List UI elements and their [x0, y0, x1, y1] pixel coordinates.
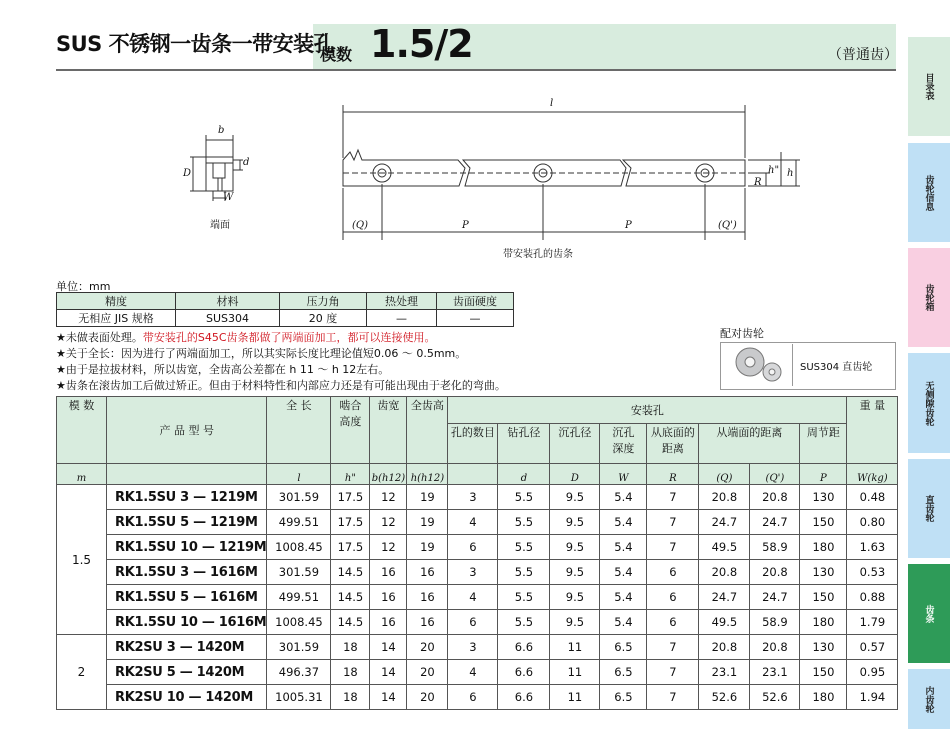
page-title: SUS 不锈钢一齿条一带安装孔 — [56, 32, 335, 56]
value-cell-d: 11 — [550, 660, 600, 685]
spec-header: 齿面硬度 — [437, 293, 514, 310]
value-cell-b: 16 — [370, 610, 407, 635]
value-cell-l: 1005.31 — [267, 685, 331, 710]
value-cell-d: 9.5 — [550, 610, 600, 635]
col-length: 全 长 — [267, 397, 331, 464]
spec-value: — — [437, 310, 514, 327]
value-cell-r: 7 — [647, 485, 699, 510]
dim-d-label: d — [243, 157, 250, 168]
value-cell-kg: 0.57 — [847, 635, 898, 660]
side-tab-spur-gear[interactable] — [908, 459, 950, 558]
note-highlight: 带安装孔的S45C齿条都做了两端面加工，都可以连接使用。 — [142, 331, 436, 344]
spec-header: 精度 — [57, 293, 176, 310]
end-view-caption: 端面 — [210, 220, 230, 231]
sym-cbdepth: W — [600, 464, 647, 485]
value-cell-h: 16 — [407, 585, 448, 610]
value-cell-kg: 1.94 — [847, 685, 898, 710]
spec-header: 热处理 — [367, 293, 437, 310]
side-tab-label: 内齿轮 — [923, 685, 934, 713]
value-cell-b: 12 — [370, 510, 407, 535]
value-cell-q: 20.8 — [699, 485, 750, 510]
value-cell-h: 19 — [407, 485, 448, 510]
value-cell-n: 4 — [448, 660, 498, 685]
value-cell-h2: 18 — [331, 685, 370, 710]
value-cell-p: 150 — [800, 660, 847, 685]
value-cell-h2: 18 — [331, 635, 370, 660]
note-2: ★关于全长：因为进行了两端面加工，所以其实际长度比理论值短0.06 ～ 0.5mm。 — [56, 347, 467, 360]
value-cell-q: 20.8 — [699, 560, 750, 585]
value-cell-q2: 52.6 — [750, 685, 800, 710]
value-cell-h2: 14.5 — [331, 560, 370, 585]
value-cell-h: 16 — [407, 610, 448, 635]
unit-label: 单位：mm — [56, 280, 111, 293]
value-cell-r: 6 — [647, 610, 699, 635]
gear-type-label: （普通齿） — [828, 47, 898, 63]
value-cell-kg: 0.80 — [847, 510, 898, 535]
side-tab-label: 齿轮信息 — [923, 174, 934, 211]
value-cell-r: 7 — [647, 660, 699, 685]
value-cell-l: 1008.45 — [267, 610, 331, 635]
table-row — [57, 660, 898, 685]
value-cell-q: 52.6 — [699, 685, 750, 710]
value-cell-n: 6 — [448, 685, 498, 710]
side-tab-gearbox[interactable] — [908, 248, 950, 347]
model-cell: RK1.5SU 5 — 1616M — [107, 585, 267, 610]
value-cell-kg: 0.88 — [847, 585, 898, 610]
value-cell-p: 180 — [800, 685, 847, 710]
value-cell-q2: 58.9 — [750, 535, 800, 560]
value-cell-kg: 0.95 — [847, 660, 898, 685]
value-cell-w: 5.4 — [600, 485, 647, 510]
value-cell-l: 301.59 — [267, 560, 331, 585]
col-module: 模 数 — [57, 397, 107, 464]
col-face-width: 齿宽 — [370, 397, 407, 464]
value-cell-p: 150 — [800, 585, 847, 610]
col-end-dist: 从端面的距离 — [699, 424, 800, 464]
value-cell-q: 24.7 — [699, 585, 750, 610]
product-table-body — [57, 485, 898, 710]
col-pitch: 周节距 — [800, 424, 847, 464]
spec-header: 材料 — [176, 293, 280, 310]
value-cell-l: 1008.45 — [267, 535, 331, 560]
side-tab-label: 直齿轮 — [923, 495, 934, 522]
sym-depth: h(h12) — [407, 464, 448, 485]
table-row — [57, 560, 898, 585]
model-cell: RK1.5SU 3 — 1219M — [107, 485, 267, 510]
value-cell-q2: 20.8 — [750, 560, 800, 585]
value-cell-d: 9.5 — [550, 485, 600, 510]
value-cell-d: 6.6 — [498, 635, 550, 660]
table-row — [57, 685, 898, 710]
col-model: 产 品 型 号 — [107, 397, 267, 464]
col-drill-dia: 钻孔径 — [498, 424, 550, 464]
side-tab-label: 齿条 — [923, 604, 934, 623]
table-row — [57, 585, 898, 610]
value-cell-h: 20 — [407, 685, 448, 710]
value-cell-q: 24.7 — [699, 510, 750, 535]
value-cell-h2: 14.5 — [331, 585, 370, 610]
product-table — [56, 396, 898, 710]
value-cell-b: 12 — [370, 535, 407, 560]
value-cell-q: 49.5 — [699, 535, 750, 560]
value-cell-h2: 17.5 — [331, 485, 370, 510]
value-cell-h: 19 — [407, 510, 448, 535]
side-tab-rack[interactable] — [908, 564, 950, 663]
side-tab-internal-gear[interactable] — [908, 669, 950, 729]
value-cell-w: 5.4 — [600, 560, 647, 585]
table-row — [57, 510, 898, 535]
module-value: 1.5/2 — [370, 22, 473, 66]
module-cell: 1.5 — [57, 485, 107, 635]
dim-Q2-label: (Q') — [718, 220, 737, 231]
value-cell-n: 3 — [448, 485, 498, 510]
value-cell-l: 499.51 — [267, 585, 331, 610]
note-3: ★由于是拉拔材料，所以齿宽，全齿高公差都在 h 11 ～ h 12左右。 — [56, 363, 390, 376]
sym-mesh: h" — [331, 464, 370, 485]
value-cell-w: 5.4 — [600, 610, 647, 635]
value-cell-b: 14 — [370, 660, 407, 685]
value-cell-q2: 24.7 — [750, 510, 800, 535]
value-cell-q2: 20.8 — [750, 485, 800, 510]
model-cell: RK1.5SU 3 — 1616M — [107, 560, 267, 585]
spec-value: 无相应 JIS 规格 — [57, 310, 176, 327]
value-cell-h: 19 — [407, 535, 448, 560]
sym-cb: D — [550, 464, 600, 485]
value-cell-d: 9.5 — [550, 585, 600, 610]
sym-model — [107, 464, 267, 485]
module-cell: 2 — [57, 635, 107, 710]
value-cell-q: 23.1 — [699, 660, 750, 685]
col-weight: 重 量 — [847, 397, 898, 464]
table-row — [57, 610, 898, 635]
value-cell-p: 130 — [800, 635, 847, 660]
dim-h-label: h — [787, 168, 794, 179]
sym-drill: d — [498, 464, 550, 485]
sym-module: m — [57, 464, 107, 485]
value-cell-l: 496.37 — [267, 660, 331, 685]
value-cell-n: 6 — [448, 535, 498, 560]
value-cell-r: 6 — [647, 560, 699, 585]
value-cell-b: 16 — [370, 585, 407, 610]
sym-pitch: P — [800, 464, 847, 485]
dim-W-label: W — [223, 192, 234, 203]
side-tab-label: 目录表 — [923, 73, 934, 100]
value-cell-h: 20 — [407, 660, 448, 685]
dim-Q-label: (Q) — [352, 220, 369, 231]
dim-h2-label: h" — [768, 165, 780, 176]
dim-l-label: l — [550, 98, 554, 109]
spec-value: — — [367, 310, 437, 327]
table-row — [57, 635, 898, 660]
value-cell-q2: 58.9 — [750, 610, 800, 635]
sym-width: b(h12) — [370, 464, 407, 485]
spur-gear-icon — [722, 344, 793, 386]
col-tooth-depth: 全齿高 — [407, 397, 448, 464]
value-cell-q: 20.8 — [699, 635, 750, 660]
value-cell-n: 4 — [448, 585, 498, 610]
value-cell-w: 5.4 — [600, 535, 647, 560]
value-cell-q2: 20.8 — [750, 635, 800, 660]
value-cell-d: 5.5 — [498, 535, 550, 560]
value-cell-b: 12 — [370, 485, 407, 510]
side-view-caption: 带安装孔的齿条 — [503, 249, 573, 260]
side-tab-anti-backlash[interactable] — [908, 353, 950, 453]
model-cell: RK1.5SU 10 — 1219M — [107, 535, 267, 560]
side-tab-catalog[interactable] — [908, 37, 950, 136]
value-cell-w: 6.5 — [600, 635, 647, 660]
side-tab-label: 齿轮箱 — [923, 284, 934, 311]
value-cell-q: 49.5 — [699, 610, 750, 635]
value-cell-d: 9.5 — [550, 535, 600, 560]
value-cell-w: 5.4 — [600, 510, 647, 535]
value-cell-b: 14 — [370, 685, 407, 710]
value-cell-d: 5.5 — [498, 560, 550, 585]
rack-drawing — [0, 0, 905, 270]
side-tab-gear-info[interactable] — [908, 143, 950, 242]
spec-value: 20 度 — [280, 310, 367, 327]
value-cell-d: 11 — [550, 685, 600, 710]
value-cell-d: 5.5 — [498, 610, 550, 635]
spec-value: SUS304 — [176, 310, 280, 327]
value-cell-h2: 17.5 — [331, 510, 370, 535]
sym-weight: W(kg) — [847, 464, 898, 485]
value-cell-l: 301.59 — [267, 485, 331, 510]
value-cell-r: 7 — [647, 685, 699, 710]
value-cell-r: 6 — [647, 585, 699, 610]
pair-gear-label: 配对齿轮 — [720, 327, 764, 340]
value-cell-h2: 17.5 — [331, 535, 370, 560]
value-cell-kg: 0.48 — [847, 485, 898, 510]
module-label: 模数 — [320, 45, 353, 64]
value-cell-d: 5.5 — [498, 485, 550, 510]
value-cell-d: 11 — [550, 635, 600, 660]
value-cell-kg: 1.79 — [847, 610, 898, 635]
value-cell-d: 6.6 — [498, 660, 550, 685]
value-cell-w: 6.5 — [600, 685, 647, 710]
sym-length: l — [267, 464, 331, 485]
dim-P2-label: P — [625, 220, 632, 231]
sym-holes — [448, 464, 498, 485]
value-cell-d: 6.6 — [498, 685, 550, 710]
model-cell: RK1.5SU 10 — 1616M — [107, 610, 267, 635]
value-cell-l: 499.51 — [267, 510, 331, 535]
value-cell-p: 180 — [800, 535, 847, 560]
value-cell-l: 301.59 — [267, 635, 331, 660]
model-cell: RK2SU 10 — 1420M — [107, 685, 267, 710]
pair-gear-name: SUS304 直齿轮 — [800, 362, 873, 373]
value-cell-n: 3 — [448, 560, 498, 585]
value-cell-kg: 1.63 — [847, 535, 898, 560]
value-cell-n: 6 — [448, 610, 498, 635]
value-cell-h2: 18 — [331, 660, 370, 685]
col-mount-holes: 安装孔 — [448, 397, 847, 424]
spec-header: 压力角 — [280, 293, 367, 310]
table-row — [57, 535, 898, 560]
col-cb-depth: 沉孔 深度 — [600, 424, 647, 464]
value-cell-n: 3 — [448, 635, 498, 660]
col-hole-count: 孔的数目 — [448, 424, 498, 464]
dim-D-label: D — [183, 168, 192, 179]
value-cell-b: 16 — [370, 560, 407, 585]
model-cell: RK2SU 5 — 1420M — [107, 660, 267, 685]
value-cell-kg: 0.53 — [847, 560, 898, 585]
table-row — [57, 485, 898, 510]
sym-bottom: R — [647, 464, 699, 485]
value-cell-p: 130 — [800, 560, 847, 585]
value-cell-w: 6.5 — [600, 660, 647, 685]
value-cell-r: 7 — [647, 510, 699, 535]
value-cell-b: 14 — [370, 635, 407, 660]
value-cell-d: 5.5 — [498, 585, 550, 610]
value-cell-w: 5.4 — [600, 585, 647, 610]
value-cell-r: 7 — [647, 535, 699, 560]
side-tab-label: 无侧隙齿轮 — [923, 380, 934, 426]
col-mesh-height: 啮合 高度 — [331, 397, 370, 464]
note-4: ★齿条在滚齿加工后做过矫正。但由于材料特性和内部应力还是有可能出现由于老化的弯曲。 — [56, 379, 506, 392]
dim-R-label: R — [754, 177, 762, 188]
value-cell-n: 4 — [448, 510, 498, 535]
model-cell: RK2SU 3 — 1420M — [107, 635, 267, 660]
value-cell-h2: 14.5 — [331, 610, 370, 635]
value-cell-d: 9.5 — [550, 560, 600, 585]
col-bottom-dist: 从底面的 距离 — [647, 424, 699, 464]
value-cell-h: 20 — [407, 635, 448, 660]
col-cb-dia: 沉孔径 — [550, 424, 600, 464]
spec-table — [56, 292, 514, 327]
note-text: ★未做表面处理。 — [56, 331, 143, 344]
value-cell-p: 180 — [800, 610, 847, 635]
value-cell-d: 5.5 — [498, 510, 550, 535]
value-cell-r: 7 — [647, 635, 699, 660]
value-cell-p: 130 — [800, 485, 847, 510]
sym-q: (Q) — [699, 464, 750, 485]
note-1 — [56, 329, 436, 345]
sym-q2: (Q') — [750, 464, 800, 485]
value-cell-p: 150 — [800, 510, 847, 535]
value-cell-q2: 23.1 — [750, 660, 800, 685]
model-cell: RK1.5SU 5 — 1219M — [107, 510, 267, 535]
value-cell-q2: 24.7 — [750, 585, 800, 610]
value-cell-d: 9.5 — [550, 510, 600, 535]
dim-P1-label: P — [462, 220, 469, 231]
value-cell-h: 16 — [407, 560, 448, 585]
dim-b-label: b — [218, 125, 225, 136]
